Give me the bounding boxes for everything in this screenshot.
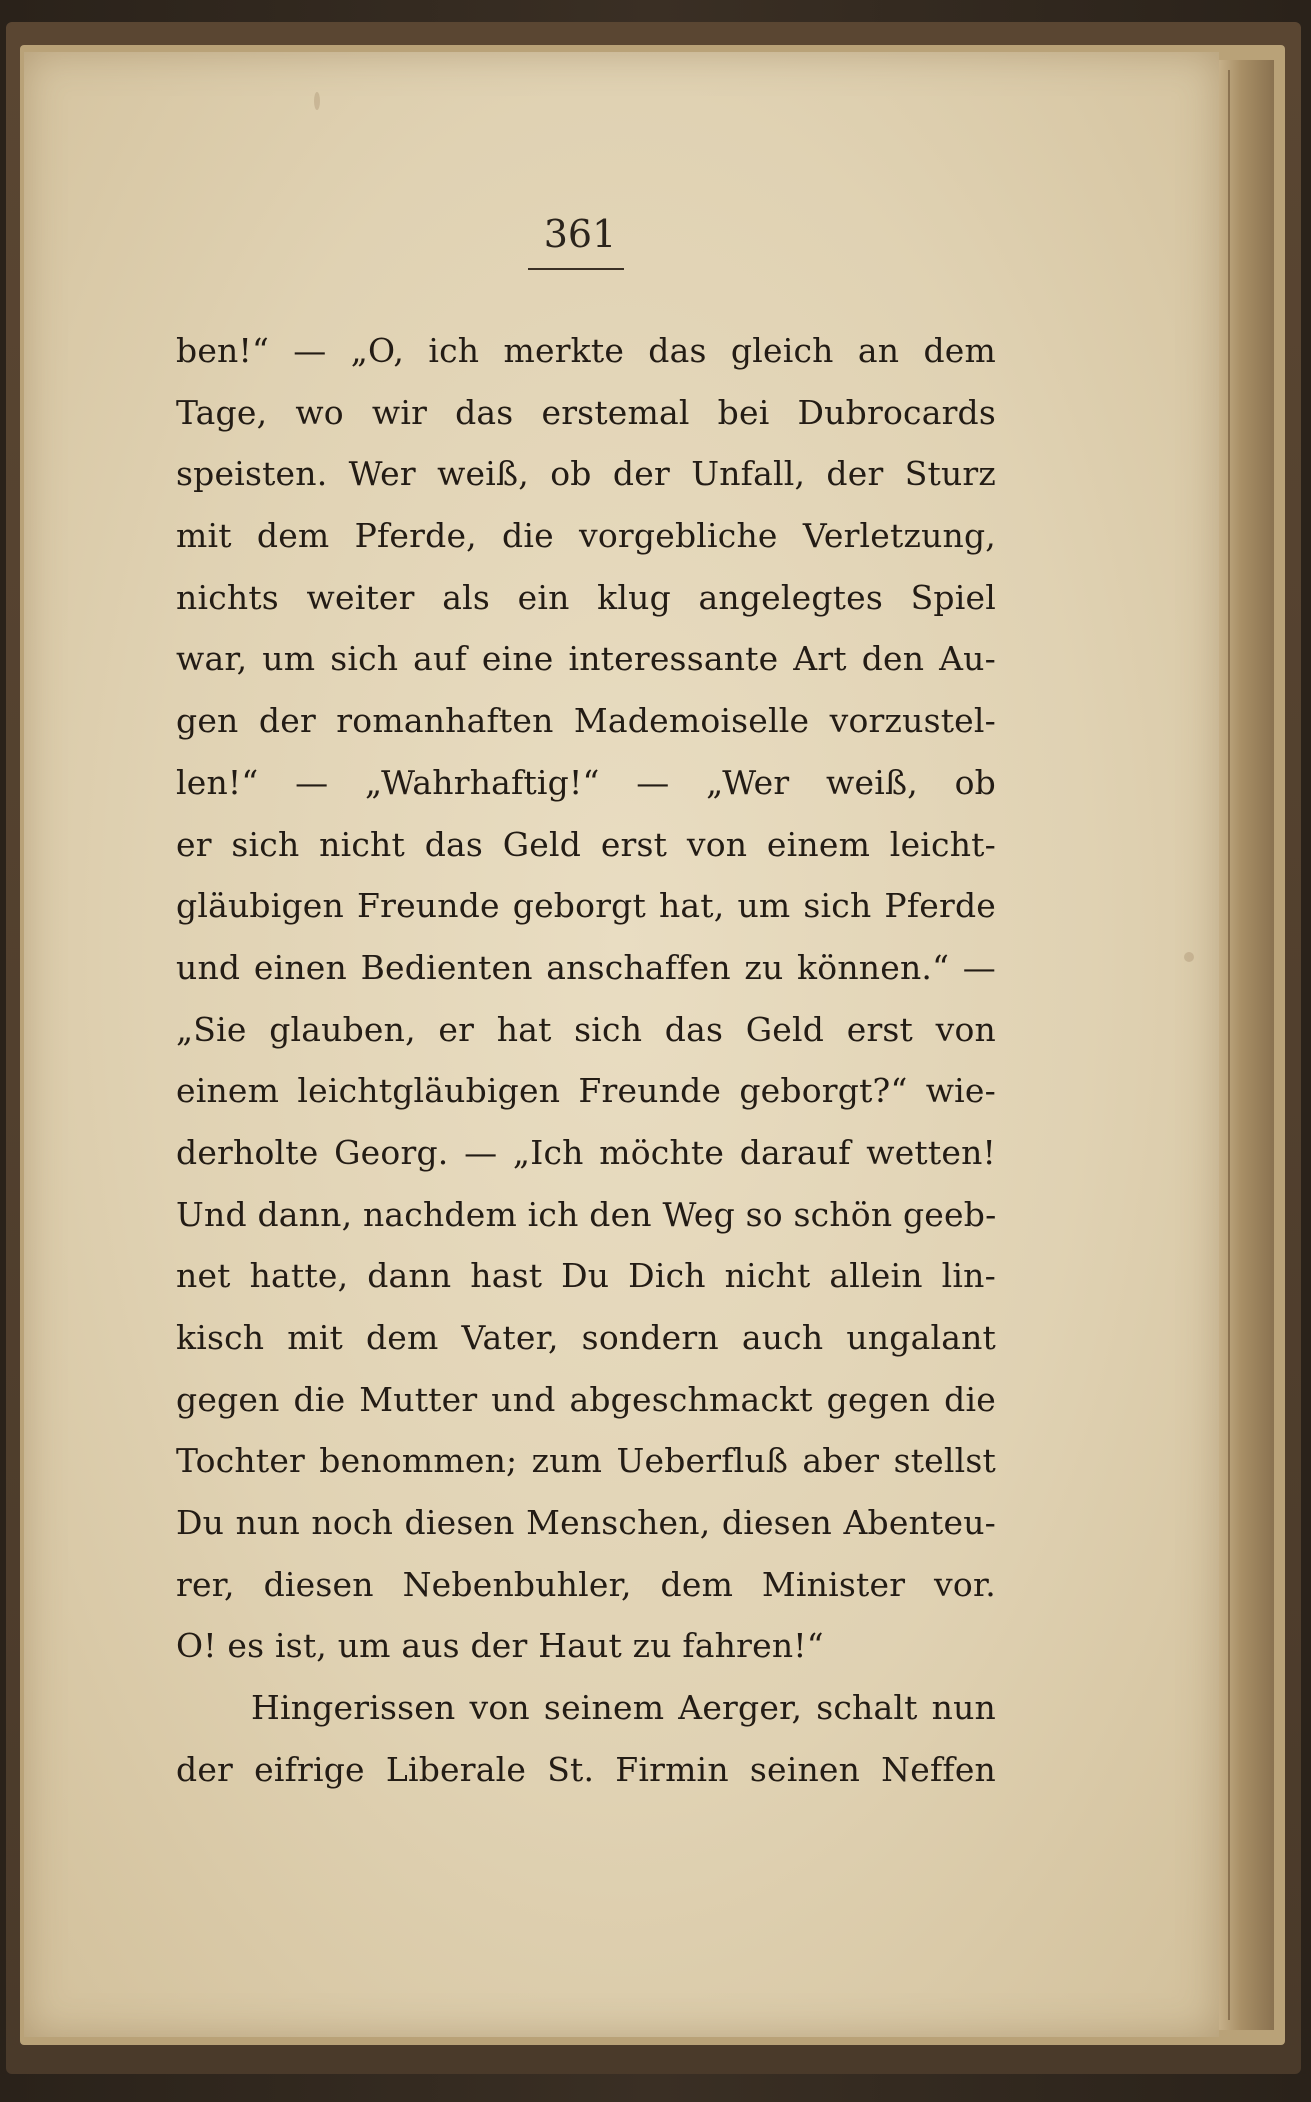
text-line: er sich nicht das Geld erst von einem leicht- [176,824,996,864]
text-line: kisch mit dem Vater, sondern auch ungalant [176,1318,996,1357]
text-line: Tochter benommen; zum Ueberfluß aber stellst [176,1441,996,1481]
text-line: Hingerissen von seinem Aerger, schalt nun [251,1688,996,1728]
page-number: 361 [543,212,617,256]
text-line: war, um sich auf eine interessante Art den Au- [176,639,996,679]
text-line: len!“ — „Wahrhaftig!“ — „Wer weiß, ob [176,762,996,802]
text-line: O! es ist, um aus der Haut zu fahren!“ [176,1626,824,1666]
text-line: Und dann, nachdem ich den Weg so schön geeb- [176,1194,997,1234]
text-line: einem leichtgläubigen Freunde geborgt?“ wie- [176,1071,996,1111]
text-line: gläubigen Freunde geborgt hat, um sich Pferde [176,886,996,926]
text-line: rer, diesen Nebenbuhler, dem Minister vor. [176,1564,996,1604]
page-text [176,320,996,1801]
text-line: Tage, wo wir das erstemal bei Dubrocards [176,392,996,432]
text-line: gen der romanhaften Mademoiselle vorzustel- [176,701,996,741]
text-line: und einen Bedienten anschaffen zu können.“ — [176,947,996,987]
text-line: mit dem Pferde, die vorgebliche Verletzung, [176,516,996,556]
text-line: gegen die Mutter und abgeschmackt gegen die [176,1379,996,1419]
text-line: Du nun noch diesen Menschen, diesen Abenteu- [176,1503,996,1543]
text-line: net hatte, dann hast Du Dich nicht allein lin- [176,1256,996,1296]
fold-line [1228,70,1230,2020]
text-line: speisten. Wer weiß, ob der Unfall, der Sturz [176,454,996,494]
text-line: „Sie glauben, er hat sich das Geld erst von [176,1009,996,1049]
text-line: ben!“ — „O, ich merkte das gleich an dem [176,331,996,370]
text-line: nichts weiter als ein klug angelegtes Spiel [176,577,996,617]
text-line: derholte Georg. — „Ich möchte darauf wetten! [176,1132,996,1172]
text-line: der eifrige Liberale St. Firmin seinen Neffen [176,1749,996,1789]
page-number-rule [528,268,624,270]
